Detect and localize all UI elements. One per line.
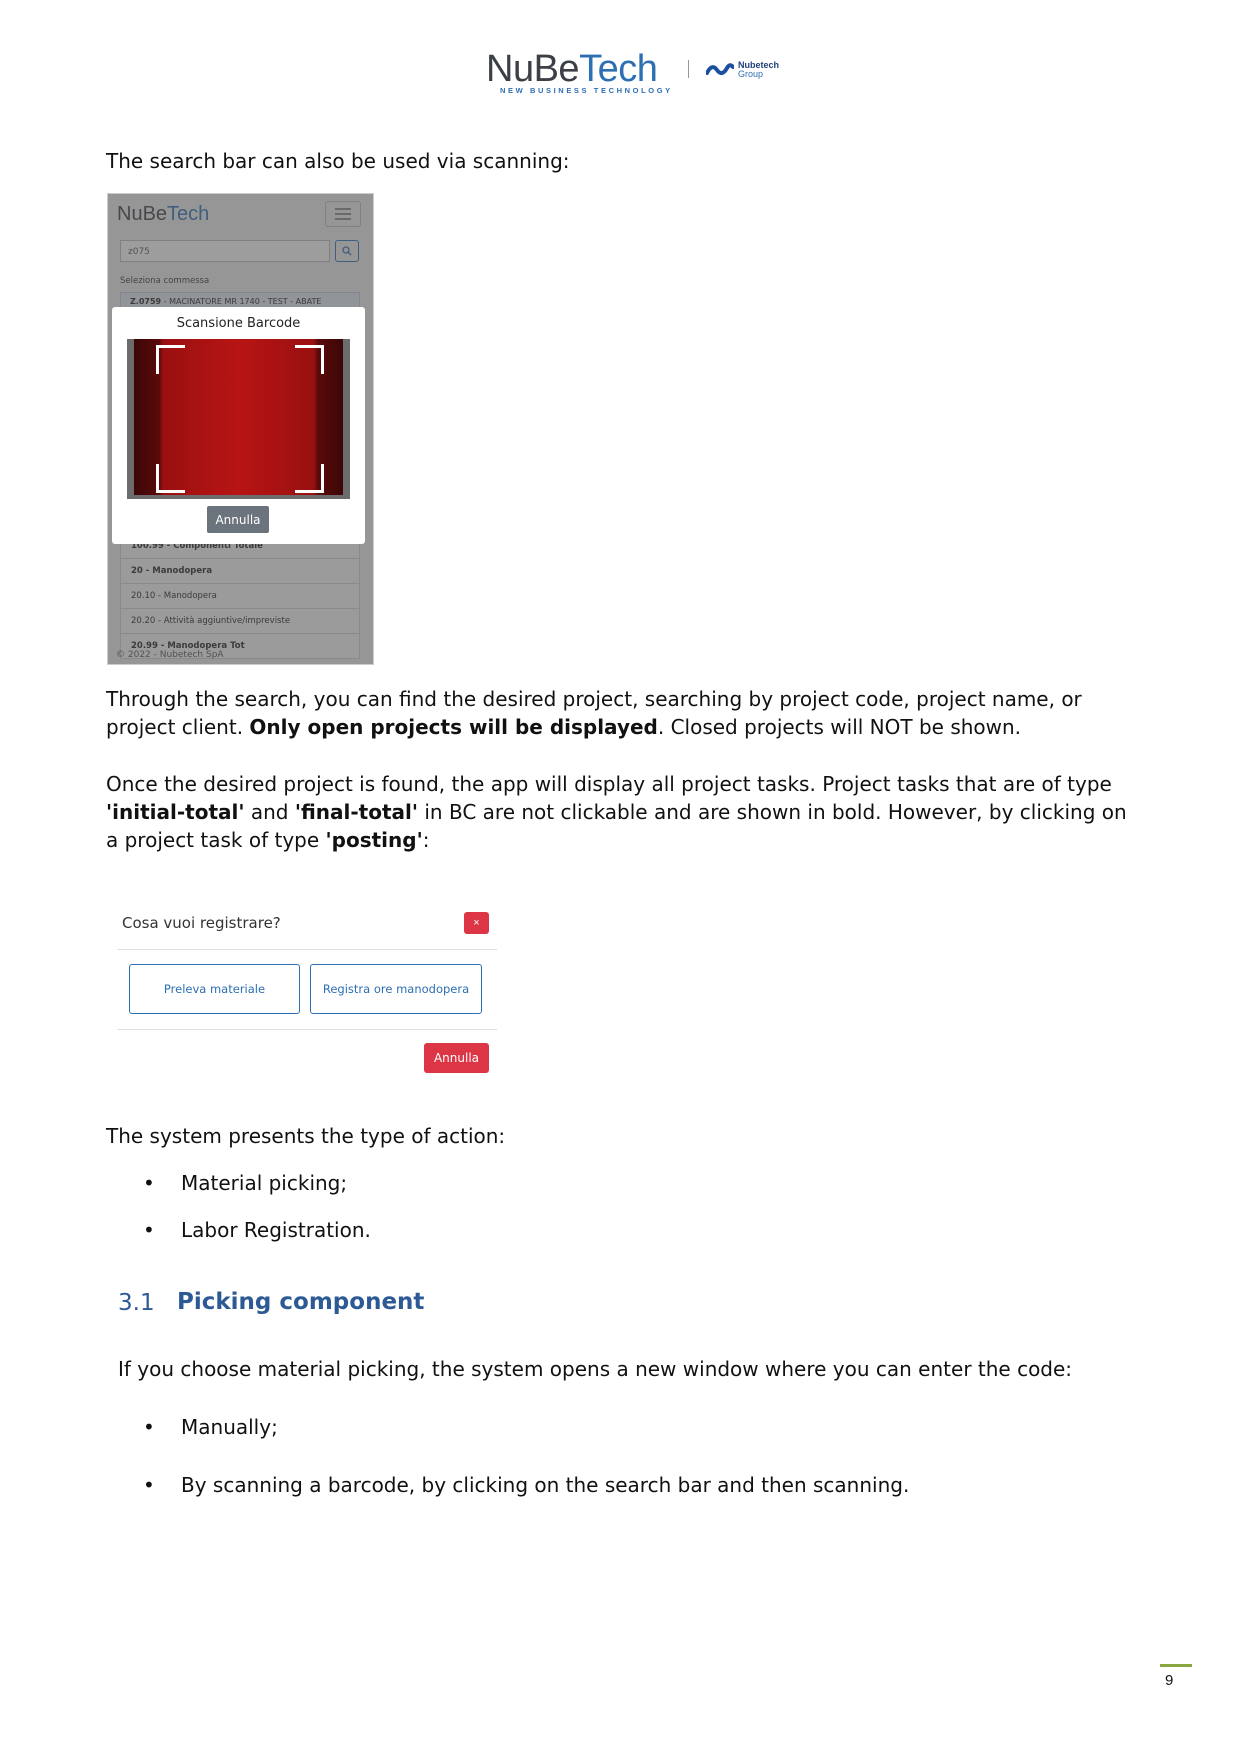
- logo-text-b: Tech: [579, 48, 658, 90]
- logo-divider: [688, 60, 689, 78]
- paragraph-search: Through the search, you can find the desired project, searching by project code, project name, or project client. Only open projects will be displayed. Closed projects will NOT be shown.: [106, 687, 1082, 739]
- actions-list: [106, 1169, 371, 1244]
- action-dialog: [117, 904, 497, 1079]
- intro-text: The search bar can also be used via scanning:: [106, 149, 570, 173]
- paragraph-actions: The system presents the type of action:: [106, 1124, 506, 1148]
- corner-bracket-icon: [156, 345, 185, 374]
- pick-material-button[interactable]: Preleva materiale: [129, 964, 300, 1014]
- entry-modes-list: [106, 1413, 909, 1499]
- list-item: • Manually;: [106, 1413, 909, 1441]
- paragraph-picking: If you choose material picking, the system opens a new window where you can enter the code:: [118, 1357, 1073, 1381]
- corner-bracket-icon: [295, 464, 324, 493]
- nubetech-logo: [486, 50, 657, 88]
- page-number-rule: [1160, 1664, 1192, 1667]
- logo-tagline: NEW BUSINESS TECHNOLOGY: [500, 86, 673, 95]
- nubetech-group-logo: [706, 61, 779, 79]
- paragraph-tasks: Once the desired project is found, the app will display all project tasks. Project tasks that are of type 'initial-total' and 'final-total' in BC are not clickable and are shown in bold. However, by clicking on a project task of type 'posting':: [106, 772, 1127, 852]
- cancel-button[interactable]: Annulla: [424, 1043, 489, 1073]
- divider: [117, 949, 497, 950]
- group-sub: Group: [738, 69, 764, 79]
- corner-bracket-icon: [295, 345, 324, 374]
- divider: [117, 1029, 497, 1030]
- section-title: Picking component: [177, 1289, 425, 1315]
- wave-icon: [706, 63, 734, 77]
- page-number: 9: [1165, 1672, 1174, 1689]
- group-name: Nubetech: [738, 60, 780, 70]
- section-number: 3.1: [118, 1290, 155, 1316]
- barcode-scan-modal: [112, 307, 365, 544]
- list-item: • Labor Registration.: [106, 1216, 371, 1244]
- corner-bracket-icon: [156, 464, 185, 493]
- close-button[interactable]: ×: [464, 912, 489, 934]
- camera-viewfinder: [127, 339, 350, 499]
- dialog-title: Cosa vuoi registrare?: [122, 914, 281, 932]
- modal-title: Scansione Barcode: [176, 316, 301, 331]
- register-labor-button[interactable]: Registra ore manodopera: [310, 964, 482, 1014]
- list-item: • By scanning a barcode, by clicking on the search bar and then scanning.: [106, 1471, 909, 1499]
- list-item: • Material picking;: [106, 1169, 371, 1197]
- logo-text-a: NuBe: [486, 48, 580, 90]
- cancel-scan-button[interactable]: Annulla: [207, 506, 269, 533]
